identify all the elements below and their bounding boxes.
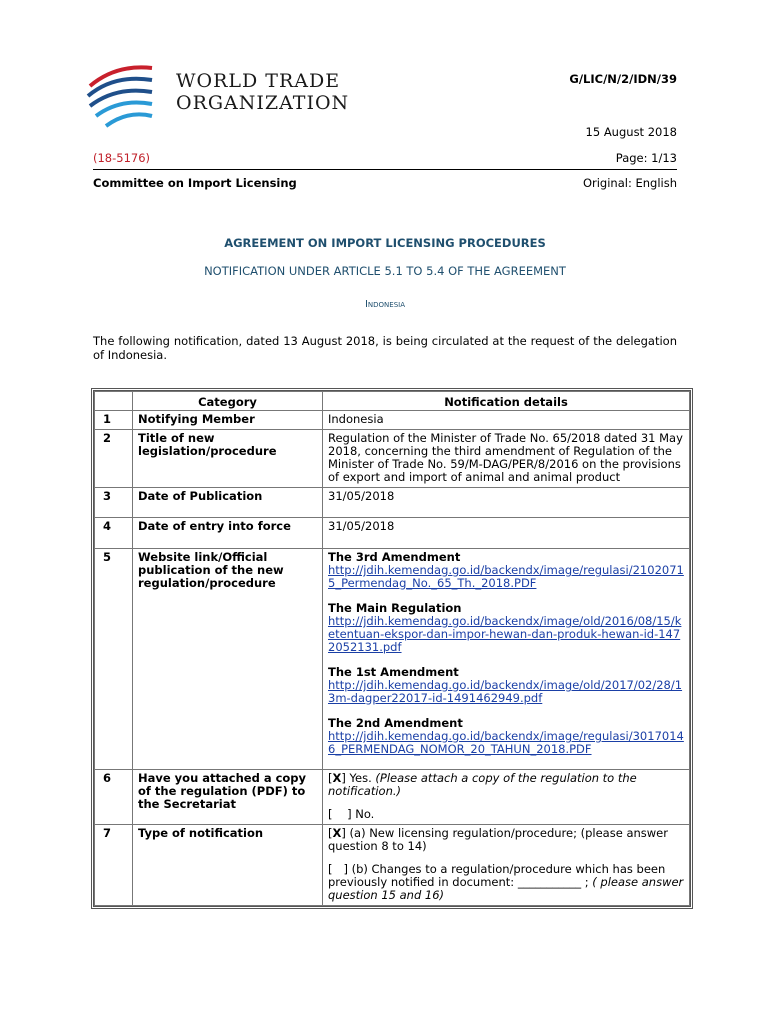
- option-b-note: ( please answer question 15 and 16): [328, 875, 684, 902]
- option-yes-label: Yes.: [349, 771, 372, 785]
- table-row: [95, 825, 690, 906]
- row-category: Type of notification: [133, 825, 323, 906]
- table-row: [95, 518, 690, 549]
- link-2nd-amendment[interactable]: http://jdih.kemendag.go.id/backendx/image/regulasi/30170146_PERMENDAG_NOMOR_20_TAHUN_2018.PDF: [328, 729, 684, 756]
- country-name: Indonesia: [364, 299, 406, 310]
- page-indicator: Page: 1/13: [615, 151, 677, 165]
- option-yes-mark: X: [332, 771, 342, 785]
- table-row: [95, 411, 690, 430]
- table-row: [95, 430, 690, 488]
- header-divider: [93, 169, 677, 170]
- row-category: Title of new legislation/procedure: [133, 430, 323, 488]
- option-yes-note: (Please attach a copy of the regulation to the notification.): [328, 771, 637, 798]
- committee-name: Committee on Import Licensing: [93, 176, 297, 190]
- link-main-regulation[interactable]: http://jdih.kemendag.go.id/backendx/image/old/2016/08/15/ketentuan-ekspor-dan-impor-hewan-dan-produk-hewan-id-1472052131.pdf: [328, 614, 682, 654]
- row-details: Regulation of the Minister of Trade No. 65/2018 dated 31 May 2018, concerning the third amendment of Regulation of the Minister of Trade No. 59/M-DAG/PER/8/2016 on the provisions of export and import of animal and animal product: [323, 430, 690, 488]
- wto-logo: [86, 58, 350, 128]
- org-name-line2: ORGANIZATION: [176, 92, 350, 114]
- option-no: [ ] No.: [328, 807, 375, 821]
- link-heading-2nd-amendment: The 2nd Amendment: [328, 716, 463, 730]
- num-header-cell: [95, 392, 133, 411]
- document-symbol: G/LIC/N/2/IDN/39: [569, 72, 677, 86]
- link-heading-main-regulation: The Main Regulation: [328, 601, 462, 615]
- table-row: [95, 488, 690, 518]
- link-1st-amendment[interactable]: http://jdih.kemendag.go.id/backendx/image/old/2017/02/28/13m-dagper22017-id-1491462949.pdf: [328, 678, 683, 705]
- intro-paragraph: The following notification, dated 13 August 2018, is being circulated at the request of the delegation of Indonesia.: [93, 334, 677, 362]
- row-number: 4: [95, 518, 133, 549]
- link-heading-3rd-amendment: The 3rd Amendment: [328, 550, 461, 564]
- option-a: [X] (a) New licensing regulation/procedure; (please answer question 8 to 14): [328, 826, 668, 853]
- row-details: [323, 770, 690, 825]
- link-3rd-amendment[interactable]: http://jdih.kemendag.go.id/backendx/image/regulasi/21020715_Permendag_No._65_Th._2018.PDF: [328, 563, 684, 590]
- table-row: [95, 549, 690, 770]
- details-header: Notification details: [323, 392, 690, 411]
- row-category: Website link/Official publication of the new regulation/procedure: [133, 549, 323, 770]
- document-date: 15 August 2018: [585, 125, 677, 139]
- row-number: 1: [95, 411, 133, 430]
- row-details: 31/05/2018: [323, 518, 690, 549]
- document-title: AGREEMENT ON IMPORT LICENSING PROCEDURES: [224, 236, 546, 250]
- row-number: 2: [95, 430, 133, 488]
- row-number: 7: [95, 825, 133, 906]
- wto-emblem-icon: [86, 58, 172, 132]
- row-details: Indonesia: [323, 411, 690, 430]
- row-category: Have you attached a copy of the regulation (PDF) to the Secretariat: [133, 770, 323, 825]
- category-header: Category: [133, 392, 323, 411]
- option-a-text: (a) New licensing regulation/procedure; (please answer question 8 to 14): [328, 826, 668, 853]
- document-number: (18-5176): [93, 151, 151, 165]
- row-category: Notifying Member: [133, 411, 323, 430]
- original-language: Original: English: [582, 176, 677, 190]
- row-details: 31/05/2018: [323, 488, 690, 518]
- row-number: 6: [95, 770, 133, 825]
- row-category: Date of entry into force: [133, 518, 323, 549]
- table-header-row: [95, 392, 690, 411]
- link-heading-1st-amendment: The 1st Amendment: [328, 665, 459, 679]
- row-details-links: [323, 549, 690, 770]
- table-row: [95, 770, 690, 825]
- option-b-text: [ ] (b) Changes to a regulation/procedure which has been previously notified in document: ___________ ;: [328, 862, 669, 889]
- org-name-line1: WORLD TRADE: [176, 70, 341, 92]
- row-category: Date of Publication: [133, 488, 323, 518]
- row-number: 3: [95, 488, 133, 518]
- row-details: [323, 825, 690, 906]
- option-b: [328, 863, 684, 902]
- notification-table: [91, 388, 693, 909]
- option-a-mark: X: [332, 826, 342, 840]
- document-subtitle: NOTIFICATION UNDER ARTICLE 5.1 TO 5.4 OF THE AGREEMENT: [204, 264, 566, 278]
- option-yes: [X] Yes. (Please attach a copy of the regulation to the notification.): [328, 771, 637, 798]
- row-number: 5: [95, 549, 133, 770]
